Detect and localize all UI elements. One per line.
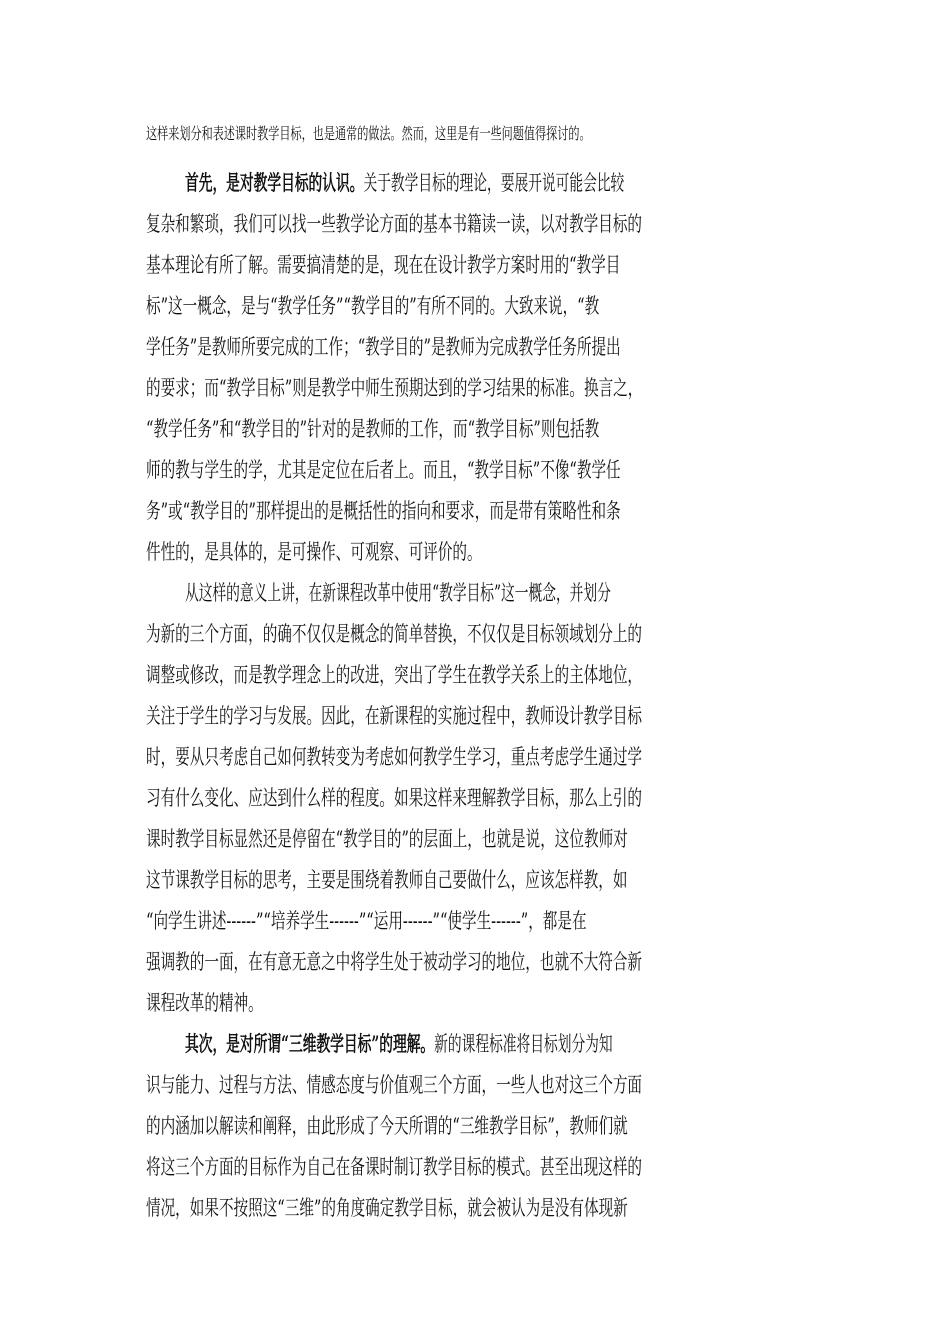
paragraph-text: 学任务”是教师所要完成的工作；“教学目的”是教师为完成教学任务所提出 [146,335,621,359]
paragraph-text: 件性的，是具体的，是可操作、可观察、可评价的。 [146,540,482,564]
paragraph-text: 识与能力、过程与方法、情感态度与价值观三个方面，一些人也对这三个方面 [146,1073,643,1097]
paragraph-text: 课程改革的精神。 [146,991,263,1015]
paragraph-text: 的要求；而“教学目标”则是教学中师生预期达到的学习结果的标准。换言之， [146,376,643,400]
paragraph-heading: 其次，是对所谓“三维教学目标”的理解。 [185,1031,435,1056]
text-line [185,579,806,607]
text-line [146,456,806,484]
text-line [146,825,806,853]
text-line [146,620,806,648]
paragraph-text: 复杂和繁琐，我们可以找一些教学论方面的基本书籍读一读，以对教学目标的 [146,212,643,236]
text-line [146,702,806,730]
text-line [146,784,806,812]
paragraph-text: 关于教学目标的理论，要展开说可能会比较 [363,171,625,195]
text-line [146,123,806,145]
paragraph-text: 新的课程标准将目标划分为知 [434,1032,613,1056]
paragraph-text: 情况，如果不按照这“三维”的角度确定教学目标，就会被认为是没有体现新 [146,1196,628,1220]
paragraph-text: 时，要从只考虑自己如何教转变为考虑如何教学生学习，重点考虑学生通过学 [146,745,643,769]
text-line [146,292,806,320]
paragraph-text: 师的教与学生的学，尤其是定位在后者上。而且，“教学目标”不像“教学任 [146,458,621,482]
paragraph-text: 的内涵加以解读和阐释，由此形成了今天所谓的“三维教学目标”，教师们就 [146,1114,628,1138]
text-line [146,497,806,525]
text-line [146,415,806,443]
text-line [146,210,806,238]
text-line [146,989,806,1017]
text-line [146,743,806,771]
text-line [146,1194,806,1222]
paragraph-text: 这节课教学目标的思考，主要是围绕着教师自己要做什么，应该怎样教，如 [146,868,628,892]
paragraph-heading: 首先，是对教学目标的认识。 [185,170,364,195]
text-line [146,538,806,566]
paragraph-text: 为新的三个方面，的确不仅仅是概念的简单替换，不仅仅是目标领域划分上的 [146,622,643,646]
text-line [146,374,806,402]
paragraph-text: 基本理论有所了解。需要搞清楚的是，现在在设计教学方案时用的“教学目 [146,253,621,277]
paragraph-text: 务”或“教学目的”那样提出的是概括性的指向和要求，而是带有策略性和条 [146,499,621,523]
text-line [146,948,806,976]
paragraph-text: 从这样的意义上讲，在新课程改革中使用“教学目标”这一概念，并划分 [185,581,611,605]
text-line [146,866,806,894]
paragraph-text: 标”这一概念，是与“教学任务”“教学目的”有所不同的。大致来说，“教 [146,294,600,318]
text-line [146,1112,806,1140]
text-line [146,333,806,361]
paragraph-text: 习有什么变化、应达到什么样的程度。如果这样来理解教学目标，那么上引的 [146,786,643,810]
text-line [146,1071,806,1099]
text-line [146,661,806,689]
paragraph-text: 调整或修改，而是教学理念上的改进，突出了学生在教学关系上的主体地位， [146,663,643,687]
paragraph-text: 关注于学生的学习与发展。因此，在新课程的实施过程中，教师设计教学目标 [146,704,643,728]
paragraph-text: 课时教学目标显然还是停留在“教学目的”的层面上，也就是说，这位教师对 [146,827,628,851]
paragraph-text: “向学生讲述------”“培养学生------”“运用------”“使学生------”，都是在 [146,909,587,933]
text-line [185,169,806,197]
paragraph-text: “教学任务”和“教学目的”针对的是教师的工作，而“教学目标”则包括教 [146,417,600,441]
text-line [185,1030,806,1058]
text-line [146,251,806,279]
paragraph-text: 强调教的一面，在有意无意之中将学生处于被动学习的地位，也就不大符合新 [146,950,643,974]
text-line [146,907,806,935]
paragraph-text: 将这三个方面的目标作为自己在备课时制订教学目标的模式。甚至出现这样的 [146,1155,643,1179]
text-line [146,1153,806,1181]
paragraph-text: 这样来划分和表述课时教学目标，也是通常的做法。然而，这里是有一些问题值得探讨的。 [146,124,591,143]
